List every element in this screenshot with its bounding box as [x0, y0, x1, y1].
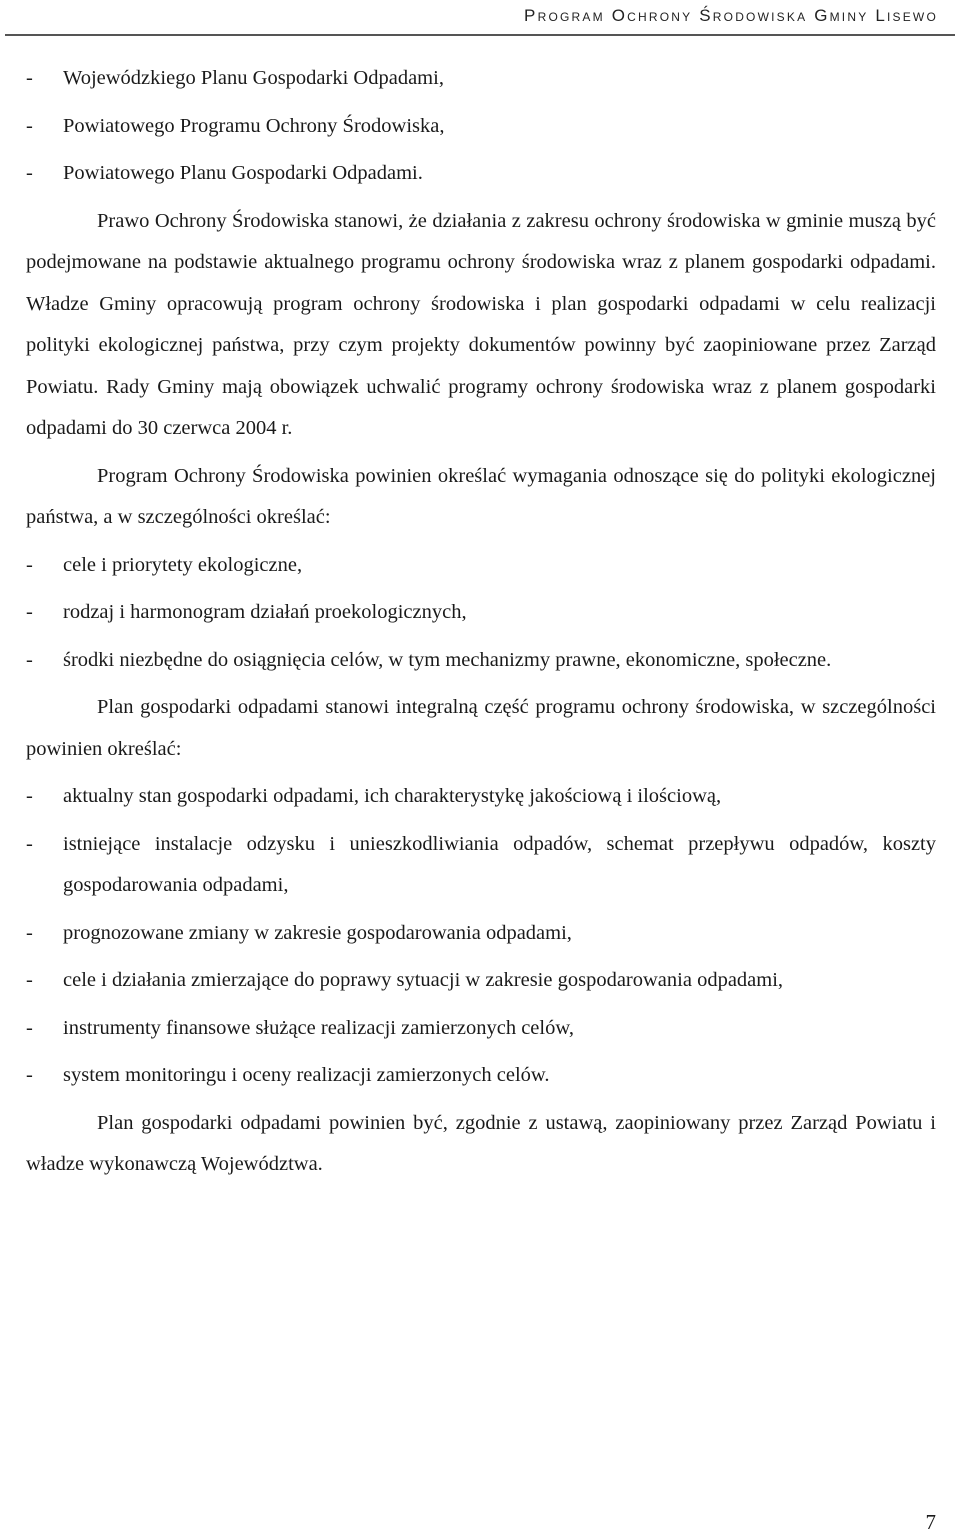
list-dash: -: [26, 553, 33, 576]
list-item-text: aktualny stan gospodarki odpadami, ich charakterystykę jakościową i ilościową,: [63, 785, 722, 807]
list-top: [26, 58, 936, 195]
list-item-text: rodzaj i harmonogram działań proekologicznych,: [63, 601, 467, 623]
list-plan: [26, 776, 936, 1097]
list-item-text: istniejące instalacje odzysku i unieszkodliwiania odpadów, schemat przepływu odpadów, koszty gospodarowania odpadami,: [63, 832, 936, 896]
page-number: 7: [925, 1510, 936, 1534]
list-item-text: Wojewódzkiego Planu Gospodarki Odpadami,: [63, 67, 444, 89]
header-divider: [5, 34, 955, 36]
list-dash: -: [26, 114, 33, 137]
list-item-text: Powiatowego Programu Ochrony Środowiska,: [63, 114, 445, 137]
list-item: [26, 960, 936, 1002]
list-item-text: cele i działania zmierzające do poprawy sytuacji w zakresie gospodarowania odpadami,: [63, 969, 784, 991]
paragraph-law: Prawo Ochrony Środowiska stanowi, że działania z zakresu ochrony środowiska w gminie muszą być podejmowane na podstawie aktualnego programu ochrony środowiska wraz z planem gospodarki odpadami. Władze Gminy opracowują program ochrony środowiska i plan gospodarki odpadami w celu realizacji polityki ekologicznej państwa, przy czym projekty dokumentów powinny być zaopiniowane przez Zarząd Powiatu. Rady Gminy mają obowiązek uchwalić programy ochrony środowiska wraz z planem gospodarki odpadami do 30 czerwca 2004 r.: [26, 209, 936, 439]
list-item-text: cele i priorytety ekologiczne,: [63, 553, 303, 576]
list-item: [26, 824, 936, 907]
list-item-text: Powiatowego Planu Gospodarki Odpadami.: [63, 162, 423, 184]
document-body: [26, 58, 936, 1192]
list-dash: -: [26, 832, 33, 855]
list-item: [26, 545, 936, 587]
list-item-text: system monitoringu i oceny realizacji zamierzonych celów.: [63, 1064, 550, 1086]
list-item-text: prognozowane zmiany w zakresie gospodarowania odpadami,: [63, 921, 572, 944]
header-title: Program Ochrony Środowiska Gminy Lisewo: [524, 6, 938, 25]
list-dash: -: [26, 1064, 33, 1086]
list-dash: -: [26, 921, 33, 944]
list-item: [26, 776, 936, 818]
list-item: [26, 58, 936, 100]
paragraph-waste-plan: Plan gospodarki odpadami stanowi integralną część programu ochrony środowiska, w szczególności powinien określać:: [26, 696, 936, 760]
list-item: [26, 640, 936, 682]
list-program: [26, 545, 936, 682]
list-dash: -: [26, 969, 33, 991]
list-dash: -: [26, 67, 33, 89]
list-dash: -: [26, 648, 33, 671]
list-item: [26, 592, 936, 634]
list-item: [26, 153, 936, 195]
list-item: [26, 1055, 936, 1097]
paragraph-program: Program Ochrony Środowiska powinien określać wymagania odnoszące się do polityki ekologicznej państwa, a w szczególności określać:: [26, 464, 936, 528]
list-dash: -: [26, 1016, 33, 1039]
list-item: [26, 1008, 936, 1050]
list-item-text: środki niezbędne do osiągnięcia celów, w tym mechanizmy prawne, ekonomiczne, społeczne.: [63, 648, 832, 671]
list-item: [26, 106, 936, 148]
list-item-text: instrumenty finansowe służące realizacji zamierzonych celów,: [63, 1016, 574, 1039]
list-dash: -: [26, 601, 33, 623]
list-item: [26, 913, 936, 955]
list-dash: -: [26, 162, 33, 184]
paragraph-opinion: Plan gospodarki odpadami powinien być, zgodnie z ustawą, zaopiniowany przez Zarząd Powiatu i władze wykonawczą Województwa.: [26, 1111, 936, 1175]
list-dash: -: [26, 785, 33, 807]
